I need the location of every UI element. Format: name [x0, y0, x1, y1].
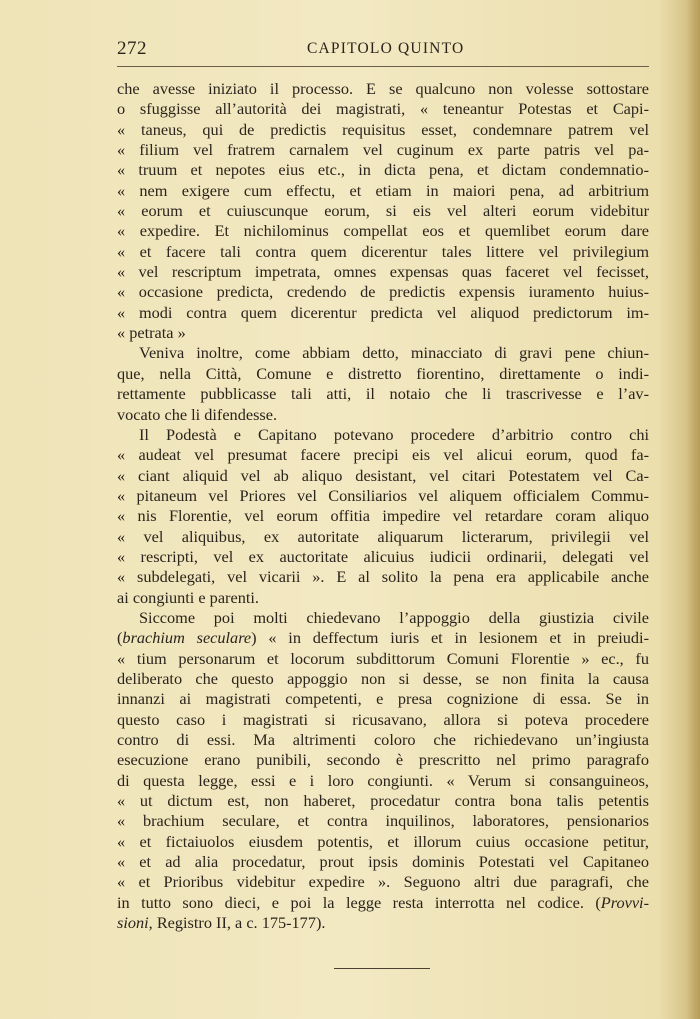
text-line: « subdelegati, vel vicarii ». E al solito la pena era applicabile anche [117, 567, 649, 587]
text-line: che avesse iniziato il processo. E se qualcuno non volesse sottostare [117, 79, 649, 98]
text-line: « et fictaiuolos eiusdem potentis, et illorum cuius occasione petitur, [117, 831, 649, 851]
text-line: « expedire. Et nichilominus compellat eos et quemlibet eorum dare [117, 221, 649, 241]
text-line: « ut dictum est, non haberet, procedatur contra bona talis petentis [117, 791, 649, 811]
text-line: « occasione predicta, credendo de predictis expensis iuramento huius- [117, 282, 649, 302]
text-line: « modi contra quem dicerentur predicta vel aliquod predictorum im- [117, 302, 649, 322]
closing-rule [334, 968, 430, 969]
text-line: « et Prioribus videbitur expedire ». Seguono altri due paragrafi, che [117, 872, 649, 892]
text-line: o sfuggisse all’autorità dei magistrati, « teneantur Potestas et Capi- [117, 99, 649, 119]
text-line: « tium personarum et locorum subdittorum Comuni Florentie » ec., fu [117, 648, 649, 668]
text-line: « nem exigere cum effectu, et etiam in maiori pena, ad arbitrium [117, 180, 649, 200]
text-line: « petrata » [117, 323, 186, 343]
text-line: in tutto sono dieci, e poi la legge resta interrotta nel codice. (Provvi- [117, 892, 649, 912]
text-line: « rescripti, vel ex auctoritate alicuius iudicii ordinarii, delegati vel [117, 546, 649, 566]
text-line: (brachium seculare) « in deffectum iuris et in lesionem et in preiudi- [117, 628, 649, 648]
text-line: « ciant aliquid vel ab aliquo desistant, vel citari Potestatem vel Ca- [117, 465, 649, 485]
page-number: 272 [117, 38, 147, 59]
italic-term: Provvi- [600, 892, 649, 912]
page-edge-shadow [686, 0, 700, 1019]
text-line: « et facere tali contra quem dicerentur tales littere vel privilegium [117, 241, 649, 261]
text-line: innanzi ai magistrati competenti, e presa cognizione di essa. Se in [117, 689, 649, 709]
text-line: que, nella Città, Comune e distretto fiorentino, direttamente o indi- [117, 363, 649, 383]
text-line: contro di essi. Ma altrimenti coloro che richiedevano un’ingiusta [117, 730, 649, 749]
text-line: esecuzione erano punibili, secondo è prescritto nel primo paragrafo [117, 750, 649, 770]
text-line: « audeat vel presumat facere precipi eis vel alicui eorum, quod fa- [117, 445, 649, 465]
text-line: « vel aliquibus, ex autoritate aliquarum licterarum, privilegii vel [117, 526, 649, 546]
text-line: Veniva inoltre, come abbiam detto, minacciato di gravi pene chiun- [139, 343, 649, 363]
text-line: « filium vel fratrem carnalem vel cuginum ex parte patris vel pa- [117, 140, 649, 160]
text-line: « eorum et cuiuscunque eorum, si eis vel alteri eorum videbitur [117, 201, 649, 221]
text-line: Siccome poi molti chiedevano l’appoggio della giustizia civile [139, 607, 649, 627]
text-line: deliberato che questo appoggio non si desse, se non finita la causa [117, 668, 649, 688]
text-line: questo caso i magistrati si ricusavano, allora si poteva procedere [117, 709, 649, 729]
text-line: Il Podestà e Capitano potevano procedere d’arbitrio contro chi [139, 424, 649, 444]
text-line: « truum et nepotes eius etc., in dicta pena, et dictam condemnatio- [117, 160, 649, 180]
text-line: « nis Florentie, vel eorum offitia impedire vel retardare coram aliquo [117, 506, 649, 526]
text-line: « vel rescriptum impetrata, omnes expensas quas faceret vel fecisset, [117, 262, 649, 282]
italic-term: brachium seculare [122, 628, 252, 648]
text-line: ai congiunti e parenti. [117, 587, 259, 607]
text-line: rettamente pubblicasse tali atti, il notaio che li trascrivesse e l’av- [117, 384, 649, 404]
text-line: « brachium seculare, et contra inquilinos, laboratores, pensionarios [117, 811, 649, 831]
text-line: vocato che li difendesse. [117, 404, 278, 424]
italic-term: sioni [117, 913, 149, 933]
text-line: « et ad alia procedatur, prout ipsis dominis Potestati vel Capitaneo [117, 852, 649, 872]
page-header [117, 38, 649, 62]
text-line: « pitaneum vel Priores vel Consiliarios vel aliquem officialem Commu- [117, 485, 649, 505]
body-text [117, 79, 649, 933]
text-line: sioni, Registro II, a c. 175-177). [117, 913, 326, 933]
header-rule [117, 66, 649, 67]
text-line: di questa legge, essi e i loro congiunti. « Verum si consanguineos, [117, 770, 649, 790]
running-head: CAPITOLO QUINTO [307, 40, 465, 57]
text-line: « taneus, qui de predictis requisitus esset, condemnare patrem vel [117, 119, 649, 139]
